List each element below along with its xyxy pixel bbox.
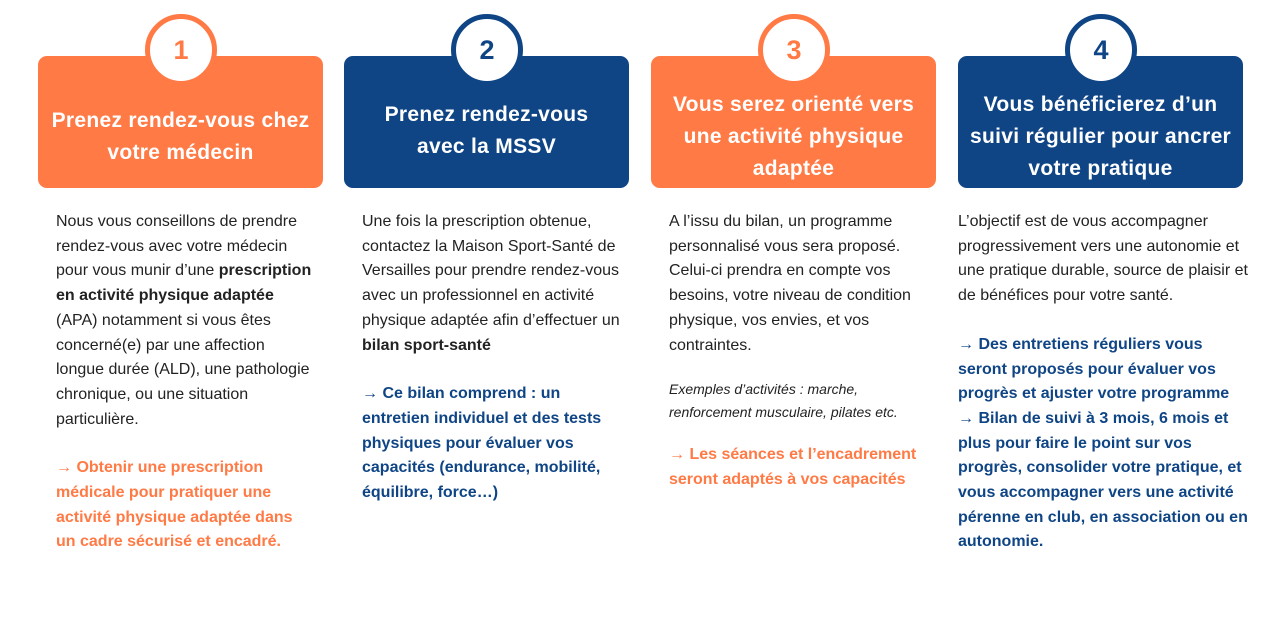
step-3 — [651, 0, 936, 640]
step-3-number-badge: 3 — [758, 14, 830, 86]
step-1-title: Prenez rendez-vous chez votre médecin — [51, 109, 310, 164]
step-4-highlight: → Des entretiens réguliers vous seront proposés pour évaluer vos progrès et ajuster votre programme — [958, 335, 1230, 403]
step-4-body: L’objectif est de vous accompagner progressivement vers une autonomie et une pratique durable, source de plaisir et de bénéfices pour votre santé. — [958, 213, 1248, 305]
step-4 — [958, 0, 1248, 640]
step-3-title: Vous serez orienté vers une activité physique adaptée — [672, 93, 915, 180]
step-2 — [344, 0, 629, 640]
step-1-body-before: Nous vous conseillons de prendre rendez-vous avec votre médecin pour vous munir d’une — [56, 213, 298, 280]
step-1-number-badge: 1 — [145, 14, 217, 86]
step-4-highlight-2: → Bilan de suivi à 3 mois, 6 mois et plus pour faire le point sur vos progrès, consolider votre pratique, et vous accompagner vers une activité pérenne en club, en association ou en autonomie. — [958, 409, 1248, 551]
step-1-highlight: → Obtenir une prescription médicale pour pratiquer une activité physique adaptée dans un cadre sécurisé et encadré. — [56, 459, 293, 551]
step-2-body-bold: bilan sport-santé — [362, 336, 491, 354]
step-1-body-bold: prescription en activité physique adaptée — [56, 262, 312, 305]
step-2-body — [362, 210, 620, 358]
step-3-body: A l’issu du bilan, un programme personnalisé vous sera proposé. Celui-ci prendra en compte vos besoins, votre niveau de condition physique, vos envies, et vos contraintes. — [669, 213, 911, 354]
step-2-number-badge: 2 — [451, 14, 523, 86]
step-3-highlight: → Les séances et l’encadrement seront adaptés à vos capacités — [669, 446, 917, 488]
step-3-description — [669, 210, 927, 493]
step-2-description — [362, 210, 620, 506]
step-4-description — [958, 210, 1248, 555]
step-3-note: Exemples d’activités : marche, renforcement musculaire, pilates etc. — [669, 381, 898, 420]
step-2-highlight: → Ce bilan comprend : un entretien individuel et des tests physiques pour évaluer vos capacités (endurance, mobilité, équilibre, force…) — [362, 385, 602, 502]
step-4-title: Vous bénéficierez d’un suivi régulier pour ancrer votre pratique — [969, 93, 1232, 180]
step-1-description — [56, 210, 314, 555]
step-2-body-before: Une fois la prescription obtenue, contactez la Maison Sport-Santé de Versailles pour prendre rendez-vous avec un professionnel en activité physique adaptée afin d’effectuer un — [362, 213, 620, 329]
step-4-number-badge: 4 — [1065, 14, 1137, 86]
step-1 — [38, 0, 323, 640]
step-1-body — [56, 210, 314, 432]
step-1-body-after: (APA) notamment si vous êtes concerné(e) par une affection longue durée (ALD), une pathologie chronique, ou une situation particulière. — [56, 311, 310, 428]
step-2-title: Prenez rendez-vous avec la MSSV — [384, 103, 589, 158]
